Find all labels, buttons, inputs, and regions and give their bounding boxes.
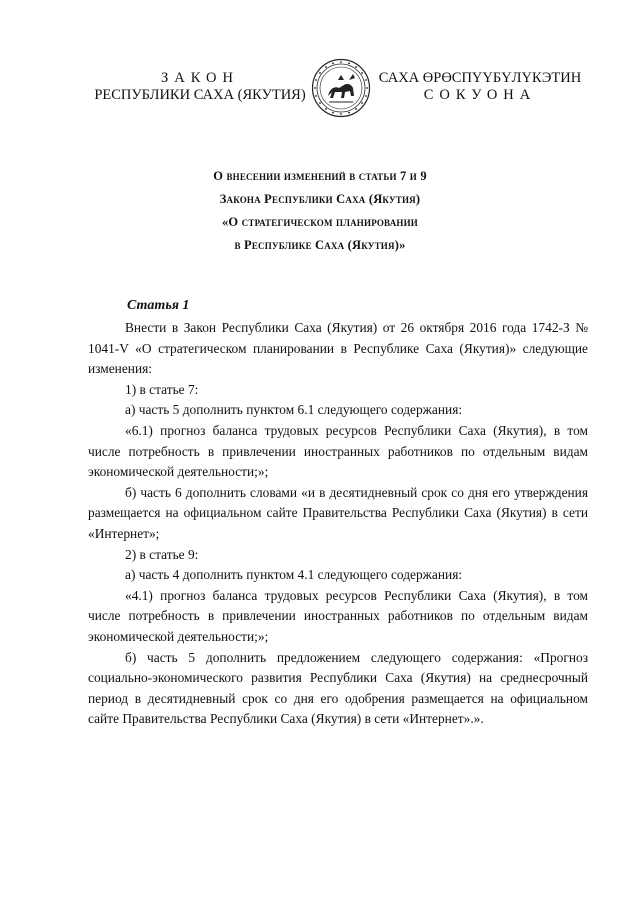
paragraph: 1) в статье 7: — [125, 381, 199, 397]
title-line: Закона Республики Саха (Якутия) — [219, 192, 421, 206]
title-line: в Республике Саха (Якутия)» — [234, 238, 406, 252]
paragraph: а) часть 4 дополнить пунктом 4.1 следующего содержания: — [125, 567, 463, 583]
paragraph: «6.1) прогноз баланса трудовых ресурсов Республики Саха (Якутия), в том числе потребность в привлечении иностранных работников по отдельным видам экономической деятельности;»; — [88, 422, 588, 480]
header-law-label-sakha: СОКУОНА — [423, 87, 537, 103]
header-republic-label: РЕСПУБЛИКИ САХА (ЯКУТИЯ) — [94, 87, 306, 103]
article-body — [88, 318, 588, 730]
paragraph: б) часть 6 дополнить словами «и в десятидневный срок со дня его утверждения размещается на официальном сайте Правительства Республики Саха (Якутия) в сети «Интернет»; — [88, 484, 588, 541]
paragraph: «4.1) прогноз баланса трудовых ресурсов Республики Саха (Якутия), в том числе потребность в привлечении иностранных работников по отдельным видам экономической деятельности;»; — [88, 587, 588, 644]
header-law-label: ЗАКОН — [161, 70, 239, 86]
republic-emblem-icon — [311, 58, 371, 118]
header-right — [370, 70, 590, 104]
document-title — [100, 165, 540, 257]
header-republic-label-sakha: САХА ӨРӨСПҮҮБҮЛҮКЭТИН — [378, 70, 582, 86]
article-heading: Статья 1 — [127, 298, 190, 313]
paragraph: а) часть 5 дополнить пунктом 6.1 следующего содержания: — [125, 402, 463, 418]
title-line: «О стратегическом планировании — [221, 215, 418, 229]
paragraph: б) часть 5 дополнить предложением следующего содержания: «Прогноз социально-экономического развития Республики Саха (Якутия) на среднесрочный период в десятидневный срок со дня его одобрения размещается на официальном сайте Правительства Республики Саха (Якутия) в сети «Интернет».». — [88, 649, 588, 727]
header-left — [90, 70, 310, 104]
title-line: О внесении изменений в статьи 7 и 9 — [213, 169, 427, 183]
paragraph: Внести в Закон Республики Саха (Якутия) от 26 октября 2016 года 1742-З № 1041-V «О стратегическом планировании в Республике Саха (Якутия)» следующие изменения: — [88, 320, 588, 377]
paragraph: 2) в статье 9: — [125, 546, 199, 562]
